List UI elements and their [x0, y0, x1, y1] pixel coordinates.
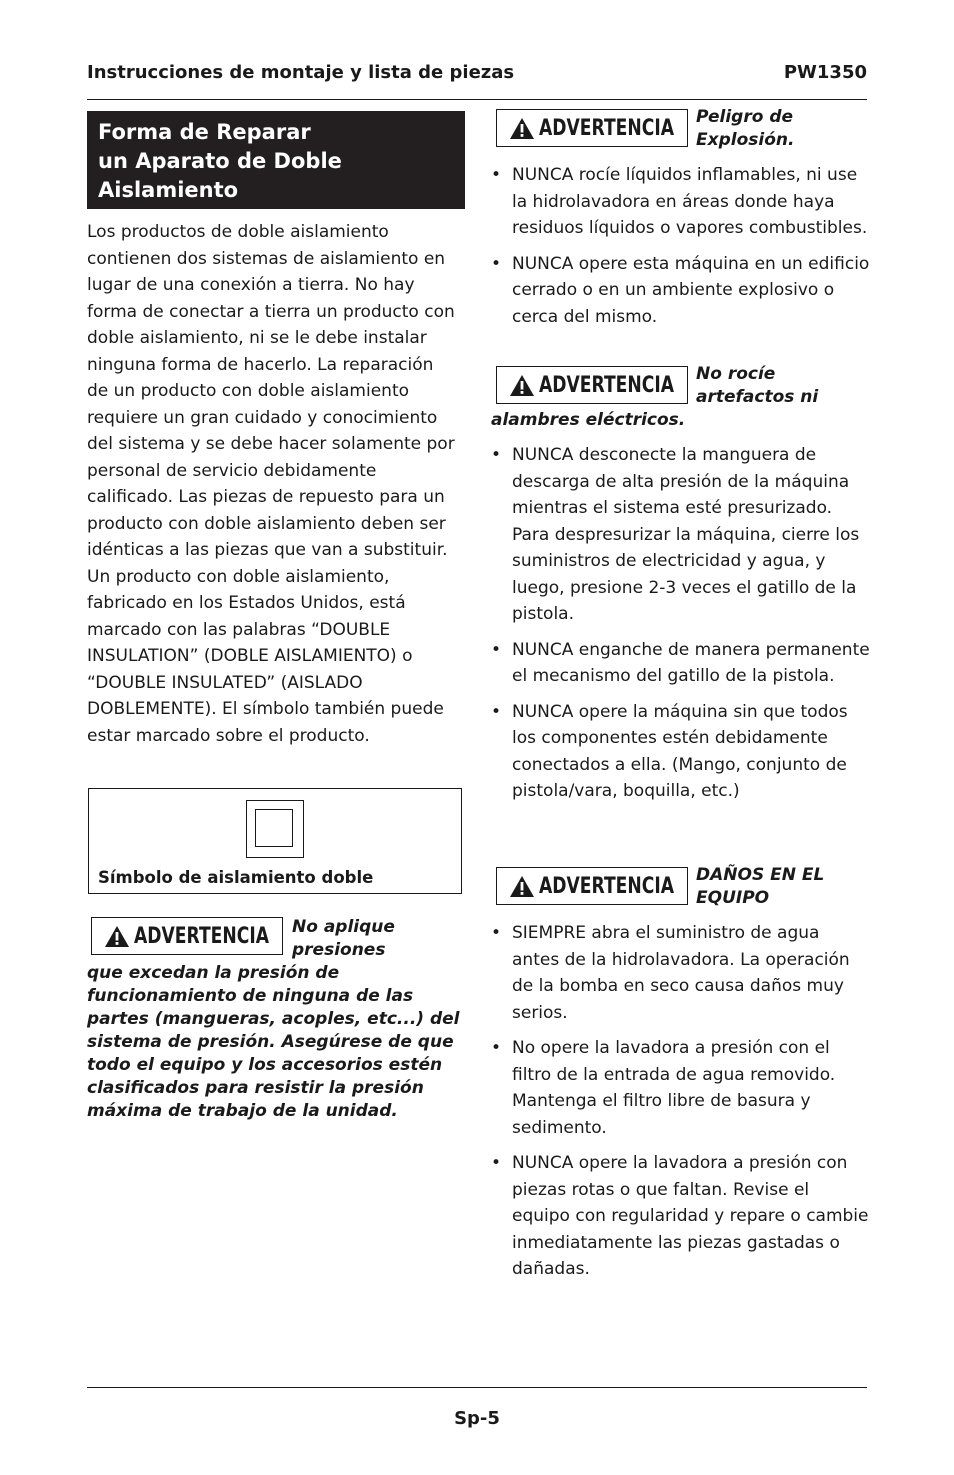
list-item: • NUNCA opere la máquina sin que todos los componentes estén debidamente conectados a ella. (Mango, conjunto de pistola/vara, boquilla, etc.) — [491, 701, 848, 801]
warning-list — [491, 162, 871, 339]
section-heading-line: un Aparato de Doble — [98, 149, 342, 173]
warning-triangle-icon — [510, 375, 534, 396]
double-insulation-inner-square — [255, 809, 293, 847]
list-item: • NUNCA enganche de manera permanente el mecanismo del gatillo de la pistola. — [491, 639, 870, 686]
warning-note-line: presiones — [292, 940, 386, 960]
warning-badge — [496, 366, 688, 404]
warning-triangle-icon — [510, 876, 534, 897]
warning-note-line: Peligro de — [696, 107, 794, 127]
warning-note-line: alambres eléctricos. — [491, 410, 686, 430]
symbol-box — [88, 788, 462, 894]
warning-badge — [91, 917, 283, 955]
list-item-text: NUNCA desconecte la manguera de descarga de alta presión de la máquina mientras el sistema esté presurizado. Para despresurizar la máquina, cierre los suministros de electricidad y agua, y luego, presione 2-3 veces el gatillo de la pistola. — [512, 445, 860, 624]
footer-rule — [87, 1387, 867, 1388]
warning-note-line: EQUIPO — [696, 888, 770, 908]
list-item-text: NUNCA opere esta máquina en un edificio cerrado o en un ambiente explosivo o cerca del mismo. — [512, 253, 870, 327]
list-item-text: SIEMPRE abra el suministro de agua antes de la hidrolavadora. La operación de la bomba en seco causa daños muy serios. — [512, 923, 850, 1023]
warning-label: ADVERTENCIA — [133, 923, 269, 949]
section-heading-line: Forma de Reparar — [98, 120, 311, 144]
warning-note-line: No rocíe — [696, 364, 776, 384]
document-title: Instrucciones de montaje y lista de piezas — [87, 62, 515, 83]
list-item: • NUNCA rocíe líquidos inflamables, ni use la hidrolavadora en áreas donde haya residuos líquidos o vapores combustibles. — [491, 165, 868, 238]
warning-label: ADVERTENCIA — [538, 372, 674, 398]
header-rule — [87, 99, 867, 100]
warning-label: ADVERTENCIA — [538, 115, 674, 141]
warning-note-line: DAÑOS EN EL — [696, 865, 825, 885]
list-item: • SIEMPRE abra el suministro de agua antes de la hidrolavadora. La operación de la bomba en seco causa daños muy serios. — [491, 923, 850, 1023]
symbol-caption: Símbolo de aislamiento doble — [98, 868, 374, 887]
warning-note-line: Explosión. — [696, 130, 795, 150]
section-body: Los productos de doble aislamiento contienen dos sistemas de aislamiento en lugar de una conexión a tierra. No hay forma de conectar a tierra un producto con doble aislamiento, ni se le debe instalar ninguna forma de hacerlo. La reparación de un producto con doble aislamiento requiere un gran cuidado y conocimiento del sistema y se debe hacer solamente por personal de servicio debidamente calificado. Las piezas de repuesto para un producto con doble aislamiento deben ser idénticas a las piezas que van a substituir. Un producto con doble aislamiento, fabricado en los Estados Unidos, está marcado con las palabras “DOUBLE INSULATION” (DOBLE AISLAMIENTO) o “DOUBLE INSULATED” (AISLADO DOBLEMENTE). El símbolo también puede estar marcado sobre el producto. — [87, 222, 455, 746]
warning-note-line: No aplique — [292, 917, 395, 937]
warning-badge — [496, 867, 688, 905]
warning-badge — [496, 109, 688, 147]
list-item: • NUNCA desconecte la manguera de descarga de alta presión de la máquina mientras el sistema esté presurizado. Para despresurizar la máquina, cierre los suministros de electricidad y agua, y luego, presione 2-3 veces el gatillo de la pistola. — [491, 445, 860, 624]
warning-triangle-icon — [105, 926, 129, 947]
warning-note-line: artefactos ni — [696, 387, 819, 407]
list-item: • No opere la lavadora a presión con el filtro de la entrada de agua removido. Mantenga el filtro libre de basura y sedimento. — [491, 1038, 836, 1138]
warning-list — [491, 920, 871, 1292]
list-item-text: No opere la lavadora a presión con el filtro de la entrada de agua removido. Mantenga el filtro libre de basura y sedimento. — [512, 1038, 836, 1138]
section-heading-line: Aislamiento — [98, 178, 239, 202]
list-item: • NUNCA opere la lavadora a presión con piezas rotas o que faltan. Revise el equipo con regularidad y repare o cambie inmediatamente las piezas gastadas o dañadas. — [491, 1153, 869, 1279]
double-insulation-square-icon — [246, 800, 304, 858]
warning-label: ADVERTENCIA — [538, 873, 674, 899]
warning-triangle-icon — [510, 118, 534, 139]
list-item-text: NUNCA enganche de manera permanente el mecanismo del gatillo de la pistola. — [512, 639, 870, 686]
section-heading-box — [87, 111, 465, 209]
warning-list — [491, 442, 871, 814]
list-item-text: NUNCA opere la máquina sin que todos los componentes estén debidamente conectados a ella. (Mango, conjunto de pistola/vara, boquilla, etc.) — [512, 701, 848, 801]
list-item-text: NUNCA rocíe líquidos inflamables, ni use la hidrolavadora en áreas donde haya residuos líquidos o vapores combustibles. — [512, 165, 868, 238]
page-number: Sp-5 — [454, 1408, 500, 1429]
list-item-text: NUNCA opere la lavadora a presión con piezas rotas o que faltan. Revise el equipo con regularidad y repare o cambie inmediatamente las piezas gastadas o dañadas. — [512, 1153, 869, 1279]
model-number: PW1350 — [783, 62, 867, 83]
warning-note-text: que excedan la presión de funcionamiento de ninguna de las partes (mangueras, acoples, etc...) del sistema de presión. Asegúrese de que todo el equipo y los accesorios estén clasificados para resistir la presión máxima de trabajo de la unidad. — [87, 963, 460, 1121]
list-item: • NUNCA opere esta máquina en un edificio cerrado o en un ambiente explosivo o cerca del mismo. — [491, 253, 870, 327]
